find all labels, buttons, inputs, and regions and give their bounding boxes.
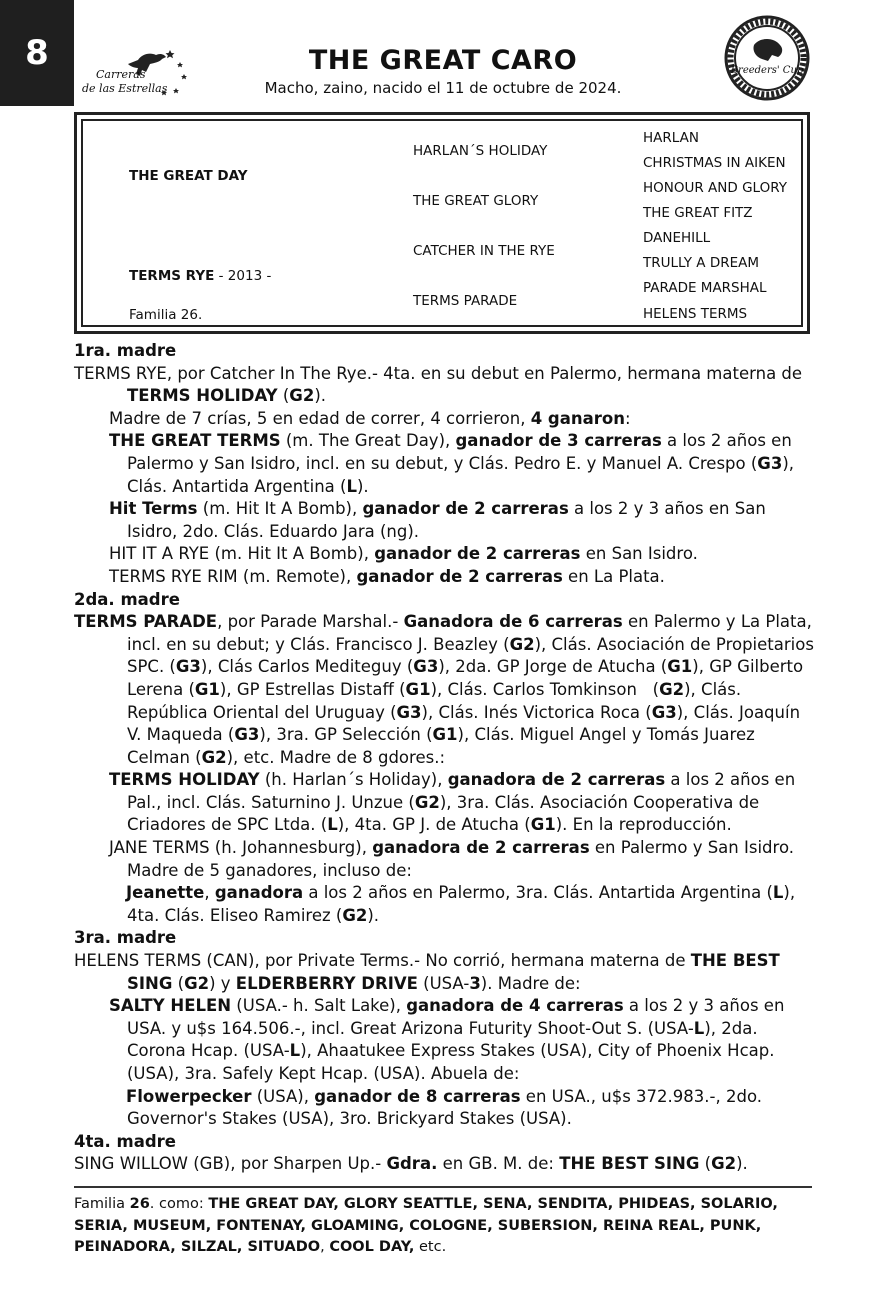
horse-name-title: THE GREAT CARO — [308, 45, 578, 76]
pedigree-family: Familia 26. — [129, 307, 203, 323]
paragraph: Flowerpecker (USA), ganador de 8 carreras en USA., u$s 372.983.-, 2do. Governor's Stakes (USA), 3ro. Brickyard Stakes (USA). — [126, 1086, 762, 1129]
section-heading-2da-madre: 2da. madre — [74, 589, 180, 609]
paragraph: JANE TERMS (h. Johannesburg), ganadora de 2 carreras en Palermo y San Isidro. Madre de 5 ganadores, incluso de: — [109, 838, 794, 880]
pedigree-gen2: THE GREAT GLORY — [413, 193, 539, 209]
pedigree-gen3: PARADE MARSHAL — [643, 280, 767, 296]
pedigree-table — [74, 112, 810, 334]
pedigree-sire: THE GREAT DAY — [129, 168, 248, 184]
paragraph: SALTY HELEN (USA.- h. Salt Lake), ganadora de 4 carreras a los 2 y 3 años en USA. y u$s 164.506.-, incl. Great Arizona Futurity Shoot-Out S. (USA-L), 2da. Corona Hcap. (USA-L), Ahaatukee Express Stakes (USA), City of Phoenix Hcap. (USA), 3ra. Safely Kept Hcap. (USA). Abuela de: — [109, 996, 785, 1083]
paragraph: TERMS RYE, por Catcher In The Rye.- 4ta. en su debut en Palermo, hermana materna de TERMS HOLIDAY (G2). — [74, 363, 803, 406]
section-heading-1ra-madre: 1ra. madre — [74, 341, 177, 360]
breeders-cup-text: Breeders' Cup — [730, 65, 804, 76]
dam-line-text — [74, 340, 814, 1176]
pedigree-gen3: HONOUR AND GLORY — [643, 180, 787, 196]
paragraph: THE GREAT TERMS (m. The Great Day), ganador de 3 carreras a los 2 años en Palermo y San Isidro, incl. en su debut, y Clás. Pedro E. y Manuel A. Crespo (G3), Clás. Antartida Argentina (L). — [109, 431, 795, 496]
paragraph: Hit Terms (m. Hit It A Bomb), ganador de 2 carreras a los 2 y 3 años en San Isidro, 2do. Clás. Eduardo Jara (ng). — [109, 499, 766, 541]
horse-description: Macho, zaino, nacido el 11 de octubre de 2024. — [264, 79, 622, 97]
pedigree-gen3: TRULLY A DREAM — [643, 255, 760, 271]
paragraph: TERMS RYE RIM (m. Remote), ganador de 2 carreras en La Plata. — [109, 566, 665, 586]
section-heading-4ta-madre: 4ta. madre — [74, 1131, 176, 1151]
logo-line-2: de las Estrellas — [82, 82, 168, 95]
footer-divider — [74, 1186, 812, 1188]
pedigree-gen2: HARLAN´S HOLIDAY — [413, 143, 548, 159]
pedigree-gen2: TERMS PARADE — [413, 293, 518, 309]
pedigree-gen3: HARLAN — [643, 130, 699, 146]
pedigree-dam: TERMS RYE - 2013 - — [129, 268, 272, 284]
lot-number: 8 — [0, 0, 74, 106]
paragraph: TERMS HOLIDAY (h. Harlan´s Holiday), ganadora de 2 carreras a los 2 años en Pal., incl. Clás. Saturnino J. Unzue (G2), 3ra. Clás. Asociación Cooperativa de Criadores de SPC Ltda. (L), 4ta. GP J. de Atucha (G1). En la reproducción. — [109, 770, 796, 835]
pedigree-gen3: CHRISTMAS IN AIKEN — [643, 155, 786, 171]
pedigree-gen3: DANEHILL — [643, 230, 711, 246]
paragraph: HELENS TERMS (CAN), por Private Terms.- No corrió, hermana materna de THE BEST SING (G2) y ELDERBERRY DRIVE (USA-3). Madre de: — [74, 951, 780, 993]
logo-line-1: Carreras — [96, 68, 146, 81]
family-footer: Familia 26. como: THE GREAT DAY, GLORY SEATTLE, SENA, SENDITA, PHIDEAS, SOLARIO, SERIA, MUSEUM, FONTENAY, GLOAMING, COLOGNE, SUBERSION, REINA REAL, PUNK, PEINADORA, SILZAL, SITUADO, COOL DAY, etc. — [74, 1196, 778, 1255]
section-heading-3ra-madre: 3ra. madre — [74, 928, 177, 948]
paragraph: Jeanette, ganadora a los 2 años en Palermo, 3ra. Clás. Antartida Argentina (L), 4ta. Clás. Eliseo Ramirez (G2). — [126, 883, 796, 925]
paragraph: SING WILLOW (GB), por Sharpen Up.- Gdra. en GB. M. de: THE BEST SING (G2). — [74, 1154, 748, 1174]
paragraph: HIT IT A RYE (m. Hit It A Bomb), ganador de 2 carreras en San Isidro. — [109, 544, 698, 564]
pedigree-gen3: HELENS TERMS — [643, 306, 748, 322]
paragraph: Madre de 7 crías, 5 en edad de correr, 4 corrieron, 4 ganaron: — [109, 408, 631, 428]
pedigree-gen2: CATCHER IN THE RYE — [413, 243, 555, 259]
pedigree-gen3: THE GREAT FITZ — [643, 205, 753, 221]
paragraph: TERMS PARADE, por Parade Marshal.- Ganadora de 6 carreras en Palermo y La Plata, incl. en su debut; y Clás. Francisco J. Beazley (G2), Clás. Asociación de Propietarios SPC. (G3), Clás Carlos Mediteguy (G3), 2da. GP Jorge de Atucha (G1), GP Gilberto Lerena (G1), GP Estrellas Distaff (G1), Clás. Carlos Tomkinson (G2), Clás. República Oriental del Uruguay (G3), Clás. Inés Victorica Roca (G3), Clás. Joaquín V. Maqueda (G3), 3ra. GP Selección (G1), Clás. Miguel Angel y Tomás Juarez Celman (G2), etc. Madre de 8 gdores.: — [74, 612, 814, 767]
